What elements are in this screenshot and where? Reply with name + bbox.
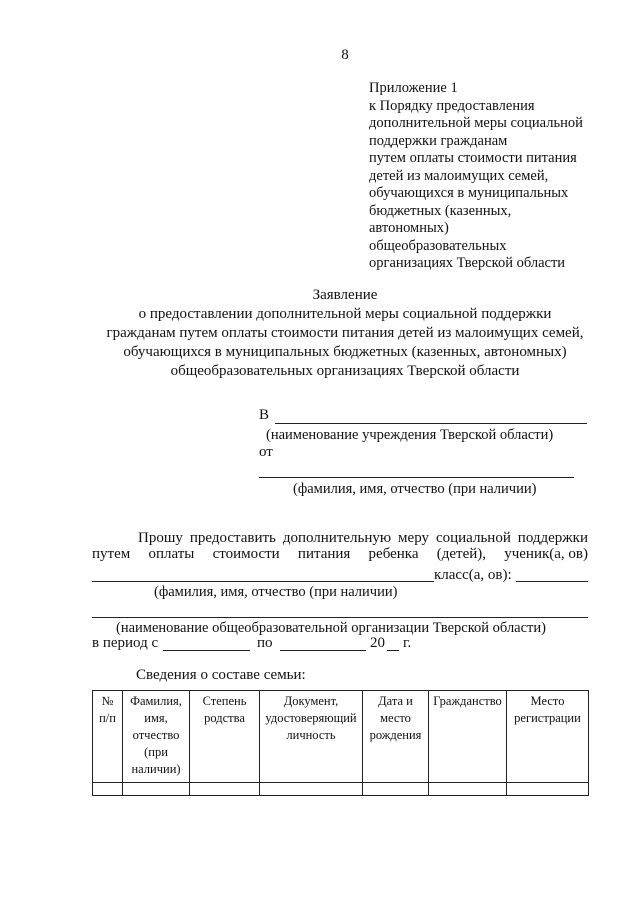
request-word: оплаты xyxy=(148,546,195,562)
table-header-row xyxy=(93,691,589,783)
request-word: питания xyxy=(297,546,351,562)
table-cell[interactable] xyxy=(429,783,507,796)
subtitle-line: гражданам путем оплаты стоимости питания детей из малоимущих семей, xyxy=(106,325,584,341)
table-cell[interactable] xyxy=(507,783,589,796)
appendix-line: детей из малоимущих семей, xyxy=(369,167,549,184)
request-word: путем xyxy=(92,546,131,562)
column-header: Степень родства xyxy=(190,691,260,783)
from-label: от xyxy=(259,444,273,460)
family-table xyxy=(92,690,589,796)
school-field-line[interactable] xyxy=(92,617,588,618)
column-header: Дата и место рождения xyxy=(363,691,429,783)
to-field-line[interactable] xyxy=(275,423,587,424)
student-name-line[interactable] xyxy=(92,581,434,582)
from-caption: (фамилия, имя, отчество (при наличии) xyxy=(293,481,537,497)
subtitle-line: о предоставлении дополнительной меры социальной поддержки xyxy=(138,306,552,322)
column-header: Фамилия, имя, отчество (при наличии) xyxy=(123,691,190,783)
request-word: (детей), xyxy=(436,546,487,562)
appendix-block xyxy=(369,80,583,273)
appendix-line: обучающихся в муниципальных xyxy=(369,185,569,201)
request-word: ученик(а, ов) xyxy=(504,546,588,562)
period-start-line[interactable] xyxy=(163,650,250,651)
family-heading: Сведения о составе семьи: xyxy=(136,667,306,683)
year-suffix: г. xyxy=(403,635,412,651)
appendix-line: бюджетных (казенных, xyxy=(369,202,512,219)
class-field-line[interactable] xyxy=(516,581,588,582)
table-cell[interactable] xyxy=(363,783,429,796)
appendix-line: к Порядку предоставления xyxy=(369,97,535,114)
request-word: ребенка xyxy=(368,546,419,562)
column-header: Место регистрации xyxy=(507,691,589,783)
from-field-line[interactable] xyxy=(259,477,574,478)
statement-title: Заявление xyxy=(312,287,378,303)
subtitle-line: обучающихся в муниципальных бюджетных (казенных, автономных) xyxy=(123,344,567,360)
appendix-line: организациях Тверской области xyxy=(369,255,566,271)
request-line-1: Прошу предоставить дополнительную меру социальной поддержки xyxy=(138,530,588,546)
class-label: класс(а, ов): xyxy=(434,567,512,583)
to-label: В xyxy=(259,407,270,423)
student-name-caption: (фамилия, имя, отчество (при наличии) xyxy=(154,584,398,600)
year-prefix: 20 xyxy=(370,635,385,651)
appendix-line: автономных) xyxy=(369,220,449,236)
period-prefix: в период с xyxy=(92,635,159,651)
table-row xyxy=(93,783,589,796)
statement-subtitle xyxy=(60,305,630,381)
request-line-2 xyxy=(92,546,588,563)
column-header: № п/п xyxy=(93,691,123,783)
appendix-line: дополнительной меры социальной xyxy=(369,115,583,131)
column-header: Документ, удостоверяющий личность xyxy=(260,691,363,783)
subtitle-line: общеобразовательных организациях Тверской области xyxy=(170,363,520,379)
table-cell[interactable] xyxy=(190,783,260,796)
column-header: Гражданство xyxy=(429,691,507,783)
appendix-line: общеобразовательных xyxy=(369,237,507,254)
school-caption: (наименование общеобразовательной организации Тверской области) xyxy=(116,620,546,636)
period-to: по xyxy=(257,635,273,651)
year-field-line[interactable] xyxy=(387,650,399,651)
table-cell[interactable] xyxy=(93,783,123,796)
request-word: стоимости xyxy=(212,546,280,562)
appendix-line: Приложение 1 xyxy=(369,80,458,96)
to-caption: (наименование учреждения Тверской области) xyxy=(266,427,554,443)
table-cell[interactable] xyxy=(260,783,363,796)
period-end-line[interactable] xyxy=(280,650,366,651)
page-number: 8 xyxy=(341,47,349,63)
table-cell[interactable] xyxy=(123,783,190,796)
appendix-line: поддержки гражданам xyxy=(369,132,508,149)
appendix-line: путем оплаты стоимости питания xyxy=(369,150,577,166)
